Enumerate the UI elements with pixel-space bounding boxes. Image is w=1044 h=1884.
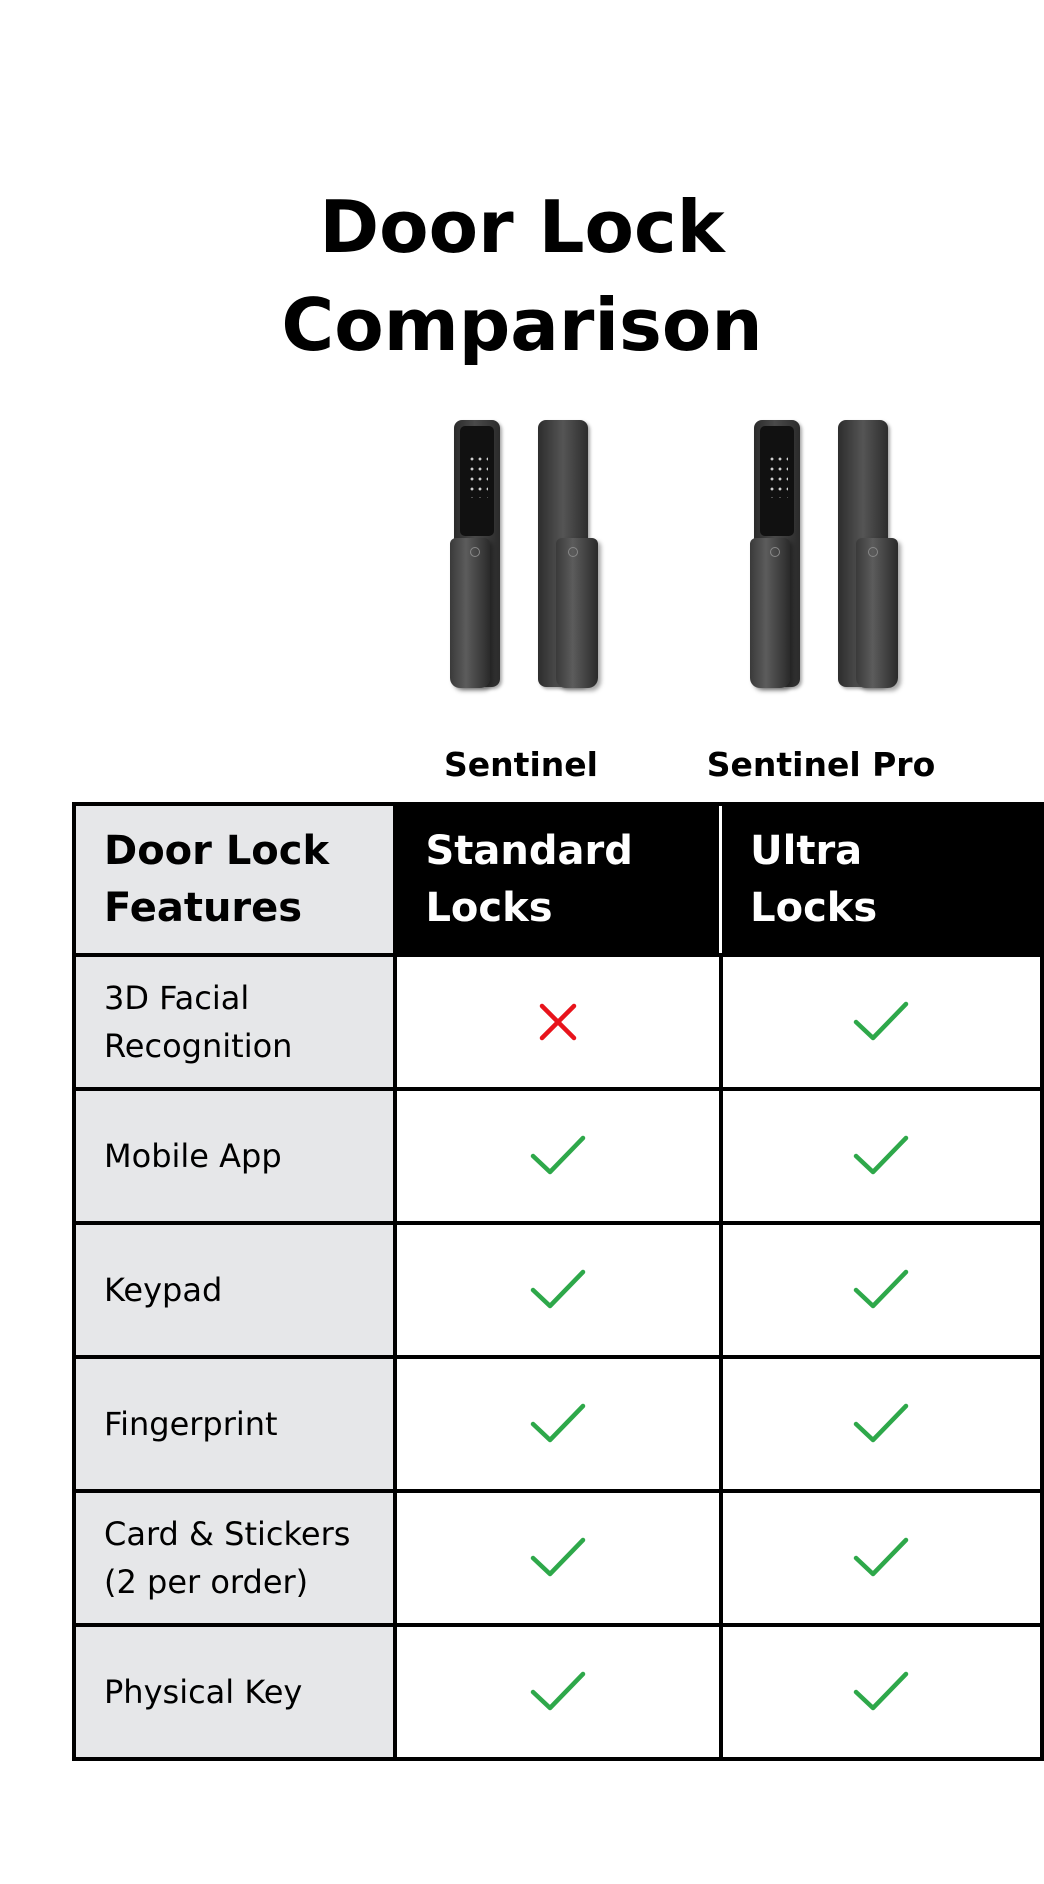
ultra-availability	[721, 1357, 1042, 1491]
feature-label	[74, 1357, 395, 1491]
title-line-2: Comparison	[281, 283, 763, 368]
ultra-availability	[721, 1491, 1042, 1625]
product-name-sentinel: Sentinel	[444, 745, 598, 784]
check-icon	[853, 1268, 909, 1312]
ultra-availability	[721, 955, 1042, 1089]
check-icon	[530, 1402, 586, 1446]
product-image-sentinel-pro	[671, 420, 971, 700]
check-icon	[530, 1536, 586, 1580]
ultra-availability	[721, 1625, 1042, 1759]
cross-icon	[538, 1002, 578, 1042]
ultra-locks-header	[721, 804, 1042, 955]
standard-availability	[395, 1089, 720, 1223]
check-icon	[853, 1402, 909, 1446]
feature-label-line-2: (2 per order)	[104, 1563, 309, 1601]
feature-label-line-1: 3D Facial	[104, 979, 250, 1017]
check-icon	[853, 1000, 909, 1044]
check-icon	[853, 1670, 909, 1714]
table-row	[74, 1357, 1042, 1491]
table-row	[74, 1089, 1042, 1223]
page-title	[0, 178, 1044, 374]
feature-column-header	[74, 804, 395, 955]
feature-label-line-1: Card & Stickers	[104, 1515, 351, 1553]
standard-availability	[395, 1223, 720, 1357]
check-icon	[853, 1134, 909, 1178]
product-image-sentinel	[371, 420, 671, 700]
feature-label	[74, 1089, 395, 1223]
feature-label	[74, 1491, 395, 1625]
title-line-1: Door Lock	[319, 185, 725, 270]
standard-availability	[395, 955, 720, 1089]
check-icon	[530, 1134, 586, 1178]
comparison-table	[72, 802, 1044, 1761]
ultra-availability	[721, 1223, 1042, 1357]
standard-availability	[395, 1625, 720, 1759]
table-row	[74, 1625, 1042, 1759]
check-icon	[530, 1670, 586, 1714]
table-header-row	[74, 804, 1042, 955]
product-name-sentinel-pro: Sentinel Pro	[706, 745, 936, 784]
feature-label-line-1: Fingerprint	[104, 1405, 278, 1443]
feature-header-line-1: Door Lock	[104, 827, 330, 874]
feature-label-line-2: Recognition	[104, 1027, 293, 1065]
standard-header-line-1: Standard	[425, 827, 633, 874]
table-row	[74, 1223, 1042, 1357]
ultra-header-line-1: Ultra	[750, 827, 863, 874]
feature-header-line-2: Features	[104, 884, 303, 931]
table-row	[74, 955, 1042, 1089]
check-icon	[853, 1536, 909, 1580]
feature-label-line-1: Keypad	[104, 1271, 223, 1309]
standard-header-line-2: Locks	[425, 884, 553, 931]
feature-label-line-1: Mobile App	[104, 1137, 282, 1175]
check-icon	[530, 1268, 586, 1312]
feature-label	[74, 1625, 395, 1759]
ultra-header-line-2: Locks	[750, 884, 878, 931]
ultra-availability	[721, 1089, 1042, 1223]
feature-label	[74, 955, 395, 1089]
feature-label	[74, 1223, 395, 1357]
standard-locks-header	[395, 804, 720, 955]
standard-availability	[395, 1491, 720, 1625]
table-row	[74, 1491, 1042, 1625]
feature-label-line-1: Physical Key	[104, 1673, 303, 1711]
standard-availability	[395, 1357, 720, 1491]
